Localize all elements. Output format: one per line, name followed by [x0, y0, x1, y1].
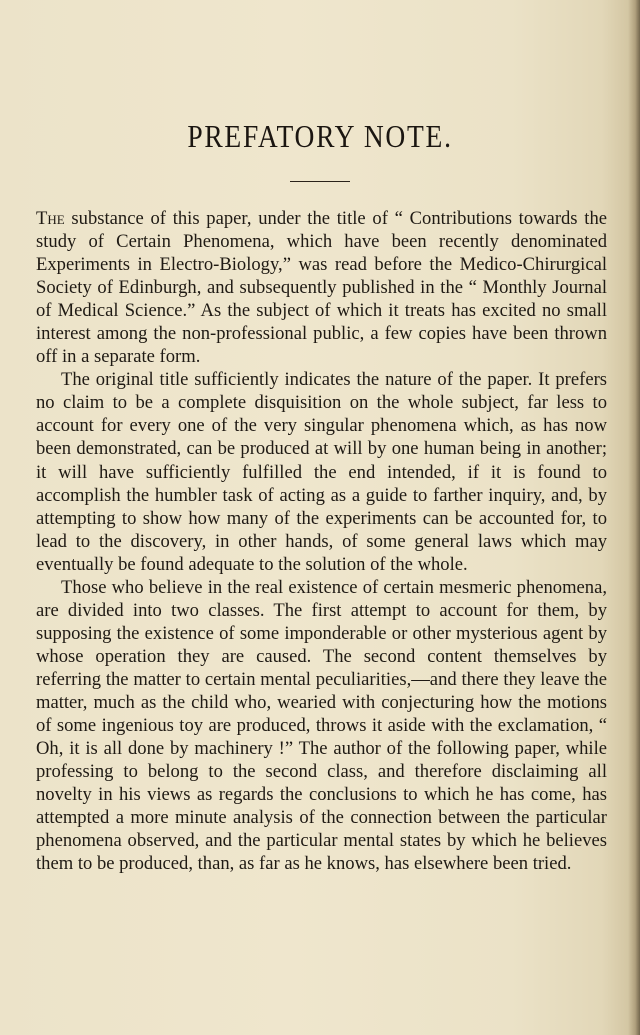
paragraph-1-lead: The	[36, 208, 65, 229]
show-through-texture	[180, 36, 470, 70]
paragraph-1-text: substance of this paper, under the title of “ Contributions towards the study of Certain Phenomena, which have been recently denominated Experiments in Electro-Biology,” was read before the Medico-Chirurgical Society of Edinburgh, and subsequently published in the “ Monthly Journal of Medical Science.” As the subject of which it treats has excited no small interest among the non-professional public, a few copies have been thrown off in a separate form.	[36, 208, 607, 368]
page-edge-shadow	[628, 0, 640, 1035]
page-heading: PREFATORY NOTE.	[187, 118, 453, 154]
paragraph-2: The original title sufficiently indicates the nature of the paper. It prefers no claim to be a complete disquisition on the whole subject, far less to account for every one of the very singular phenomena which, as has now been demonstrated, can be produced at will by one human being in another; it will have sufficiently fulfilled the end intended, if it is found to accomplish the humbler task of acting as a guide to farther inquiry, and, by attempting to show how many of the experiments can be accounted for, to lead to the discovery, in other hands, of some general laws which may eventually be found adequate to the solution of the whole.	[36, 369, 607, 575]
paragraph-1	[36, 207, 607, 368]
body-text	[36, 207, 607, 875]
heading-rule	[290, 181, 350, 182]
paragraph-3: Those who believe in the real existence of certain mesmeric phenomena, are divided into two classes. The first attempt to account for them, by supposing the existence of some imponderable or other mysterious agent by whose operation they are caused. The second content themselves by referring the matter to certain mental peculiarities,—and there they leave the matter, much as the child who, wearied with conjecturing how the motions of some ingenious toy are produced, throws it aside with the exclamation, “ Oh, it is all done by machinery !” The author of the following paper, while professing to belong to the second class, and therefore disclaiming all novelty in his views as regards the conclusions to which he has come, has attempted a more minute analysis of the connection between the particular phenomena observed, and the particular mental states by which he believes them to be produced, than, as far as he knows, has elsewhere been tried.	[36, 576, 607, 875]
